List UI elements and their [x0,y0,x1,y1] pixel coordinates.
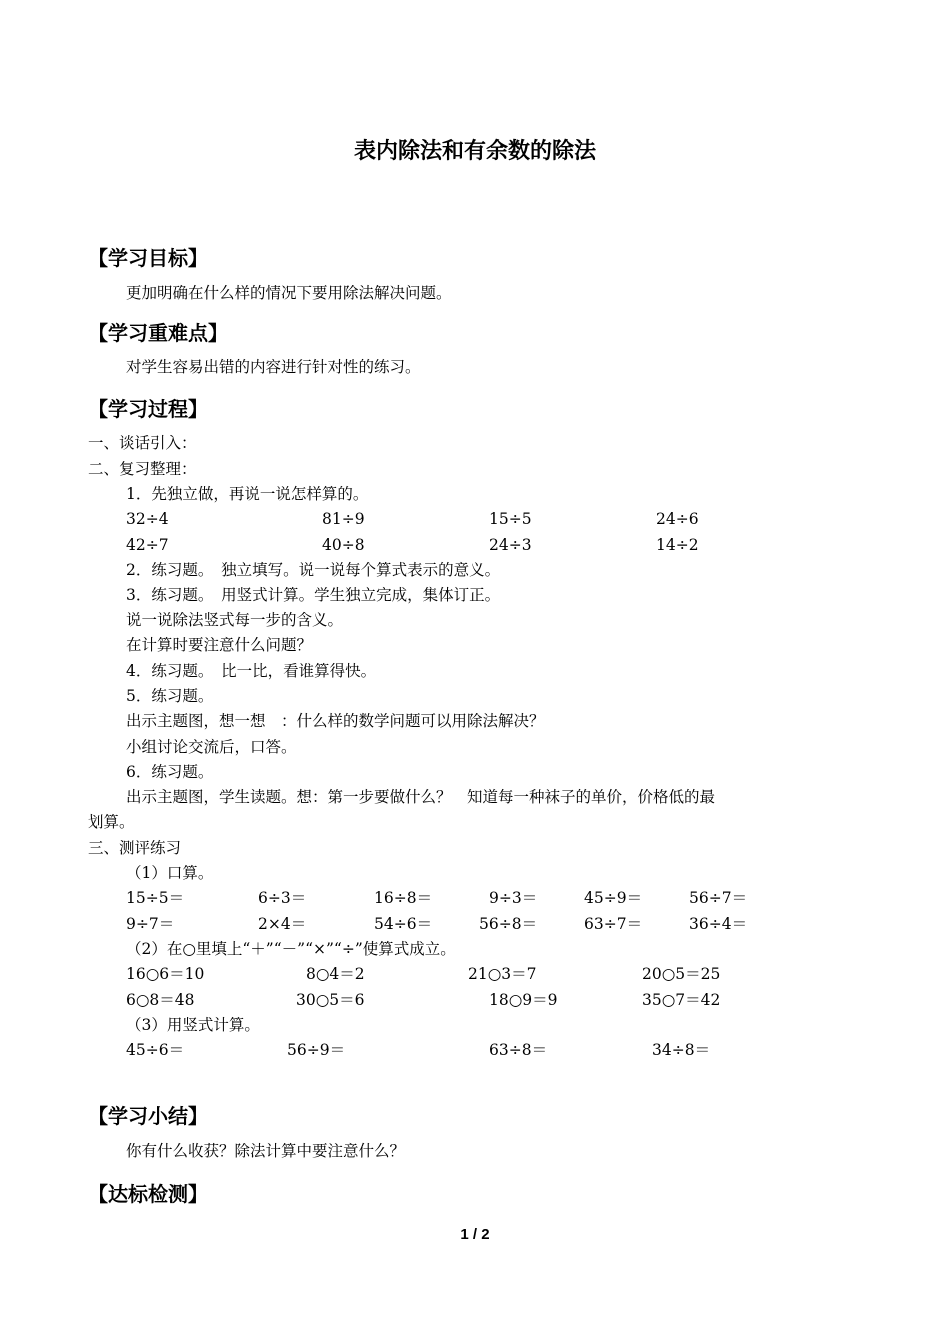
item-6a: 出示主题图，学生读题。想：第一步要做什么？ 知道每一种袜子的单价，价格低的最 [126,788,716,806]
oral-expression: 2×4＝ [258,915,307,933]
item-3: 3．练习题。 用竖式计算。学生独立完成，集体订正。 [126,586,501,604]
question-2: （2）在○里填上“＋”“－”“×”“÷”使算式成立。 [126,940,456,958]
fill-expression: 35○7＝42 [642,991,721,1009]
summary-text: 你有什么收获？除法计算中要注意什么？ [126,1142,406,1160]
oral-expression: 36÷4＝ [689,915,748,933]
vertical-expression: 56÷9＝ [287,1041,346,1059]
fill-expression: 6○8＝48 [126,991,195,1009]
oral-expression: 56÷7＝ [689,889,748,907]
page-number: 1 / 2 [460,1226,490,1243]
fill-expression: 30○5＝6 [296,991,365,1009]
summary-heading: 【学习小结】 [88,1104,208,1128]
vertical-expression: 63÷8＝ [489,1041,548,1059]
expression: 14÷2 [656,536,699,554]
oral-expression: 56÷8＝ [479,915,538,933]
expression: 40÷8 [322,536,365,554]
item-1: 1．先独立做，再说一说怎样算的。 [126,485,369,503]
oral-expression: 16÷8＝ [374,889,433,907]
item-5: 5．练习题。 [126,687,214,705]
expression: 24÷3 [489,536,532,554]
oral-expression: 45÷9＝ [584,889,643,907]
fill-expression: 21○3＝7 [468,965,537,983]
expression: 42÷7 [126,536,169,554]
step-3: 三、测评练习 [88,839,182,857]
question-1: （1）口算。 [126,864,214,882]
expression: 15÷5 [489,510,532,528]
fill-expression: 16○6＝10 [126,965,205,983]
question-3: （3）用竖式计算。 [126,1016,260,1034]
vertical-expression: 45÷6＝ [126,1041,185,1059]
fill-expression: 18○9＝9 [489,991,558,1009]
step-2: 二、复习整理： [88,460,197,478]
process-heading: 【学习过程】 [88,397,208,421]
expression: 32÷4 [126,510,169,528]
oral-expression: 9÷7＝ [126,915,175,933]
oral-expression: 54÷6＝ [374,915,433,933]
oral-expression: 6÷3＝ [258,889,307,907]
key-heading: 【学习重难点】 [88,321,228,345]
item-3a: 说一说除法竖式每一步的含义。 [126,611,344,629]
item-2: 2．练习题。 独立填写。说一说每个算式表示的意义。 [126,561,501,579]
page-title: 表内除法和有余数的除法 [353,139,596,164]
item-5a: 出示主题图，想一想 ：什么样的数学问题可以用除法解决？ [126,712,545,730]
goal-heading: 【学习目标】 [88,246,208,270]
item-6: 6．练习题。 [126,763,214,781]
step-1: 一、谈话引入： [88,434,197,452]
vertical-expression: 34÷8＝ [652,1041,711,1059]
key-text: 对学生容易出错的内容进行针对性的练习。 [126,358,421,376]
oral-expression: 9÷3＝ [489,889,538,907]
goal-text: 更加明确在什么样的情况下要用除法解决问题。 [126,284,452,302]
expression: 81÷9 [322,510,365,528]
fill-expression: 20○5＝25 [642,965,721,983]
check-heading: 【达标检测】 [88,1182,208,1206]
item-3b: 在计算时要注意什么问题？ [126,636,313,654]
oral-expression: 15÷5＝ [126,889,185,907]
fill-expression: 8○4＝2 [306,965,365,983]
expression: 24÷6 [656,510,699,528]
oral-expression: 63÷7＝ [584,915,643,933]
item-5b: 小组讨论交流后，口答。 [126,738,297,756]
item-6b: 划算。 [88,813,135,831]
item-4: 4．练习题。 比一比，看谁算得快。 [126,662,377,680]
